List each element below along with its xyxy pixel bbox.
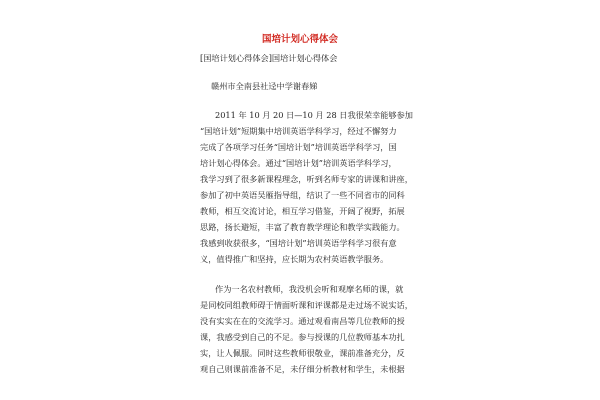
paragraph-1-line: 培计划心得体会。通过“国培计划”培训英语学科学习， bbox=[200, 158, 397, 168]
paragraph-1-line: 思路，扬长避短，丰富了教育教学理论和教学实践能力。 bbox=[200, 222, 405, 232]
paragraph-2-line: 是同校同组教师碍于情面听课和评课都是走过场不说实话， bbox=[200, 300, 413, 310]
paragraph-2-line: 作为一名农村教师，我没机会听和观摩名师的课，就 bbox=[215, 284, 404, 294]
paragraph-1-line: 义，值得推广和坚持，应长期为农村英语教学服务。 bbox=[200, 254, 389, 264]
author-line: 赣州市全南县社迳中学谢春娣 bbox=[211, 81, 318, 91]
paragraph-2-line: 观自己则课前准备不足，未仔细分析教材和学生，未根据 bbox=[200, 364, 405, 374]
paragraph-1-line: 教师，相互交流讨论，相互学习借鉴，开阔了视野，拓展 bbox=[200, 206, 405, 216]
document-title: 国培计划心得体会 bbox=[261, 34, 338, 45]
document-subtitle: [国培计划心得体会]国培计划心得体会 bbox=[200, 53, 338, 63]
paragraph-1-line: 我感到收获很多，“国培计划”培训英语学科学习很有意 bbox=[200, 238, 397, 248]
paragraph-1-line: 完成了各项学习任务“国培计划”培训英语学科学习，国 bbox=[200, 142, 397, 152]
paragraph-2-line: 没有实实在在的交流学习。通过观看南昌等几位教师的授 bbox=[200, 316, 405, 326]
paragraph-1-line: 2011 年 10 月 20 日—10 月 28 日我很荣幸能够参加 bbox=[215, 110, 413, 120]
paragraph-2-line: 实，让人佩服。同时这些教师很敬业，课前准备充分，反 bbox=[200, 348, 405, 358]
paragraph-1-line: “国培计划”短期集中培训英语学科学习，经过不懈努力 bbox=[200, 126, 397, 136]
paragraph-2-line: 课，我感受到自己的不足。参与授课的几位教师基本功扎 bbox=[200, 332, 405, 342]
paragraph-1-line: 参加了初中英语吴雁指导组，结识了一些不同省市的同科 bbox=[200, 190, 405, 200]
paragraph-1-line: 我学习到了很多新课程理念，听到名师专家的讲课和讲座， bbox=[200, 174, 413, 184]
